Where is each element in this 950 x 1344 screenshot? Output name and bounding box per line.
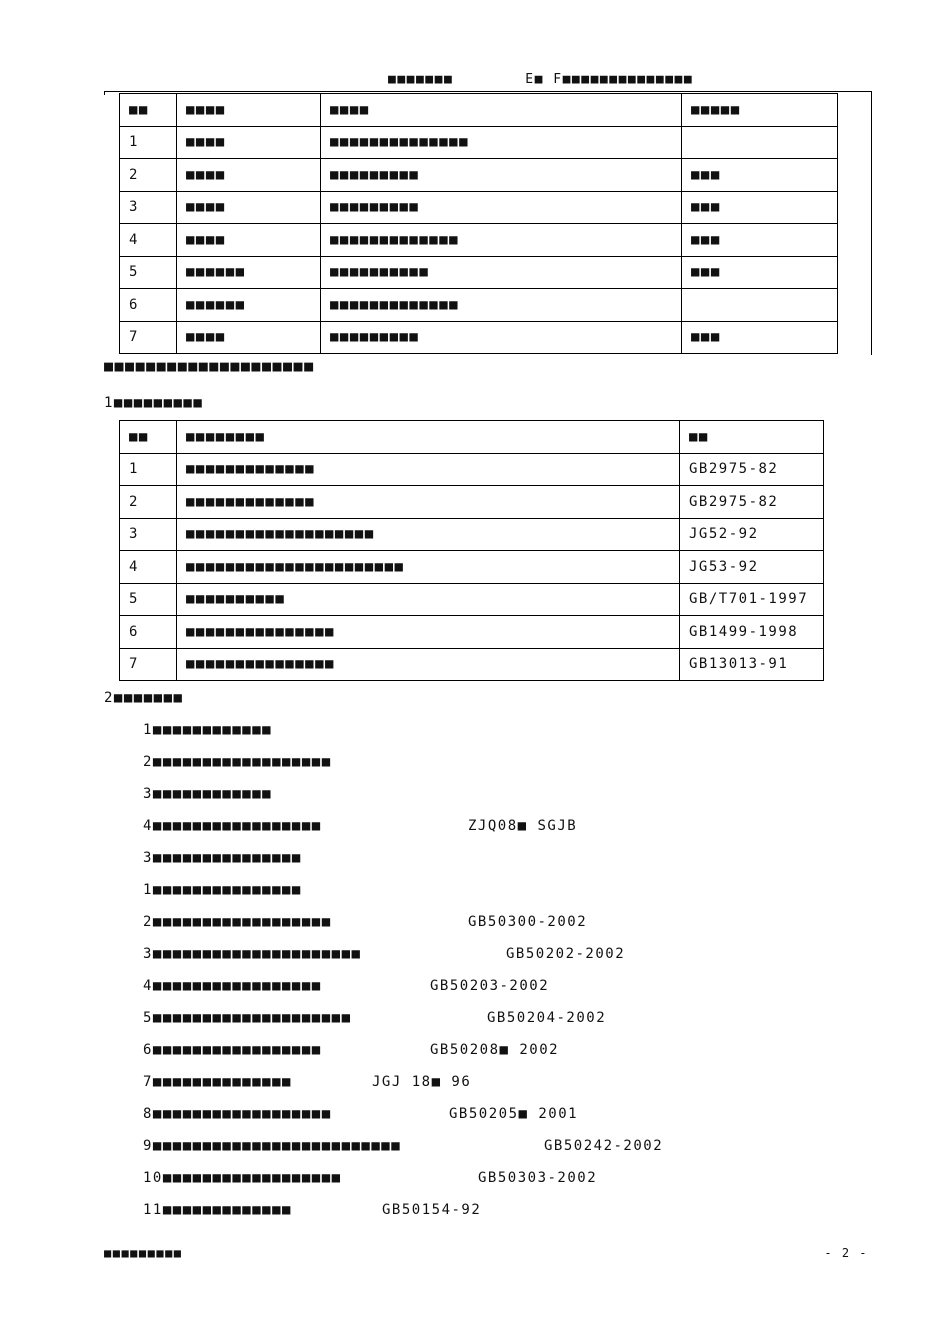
standards-table-cell: ■■■■■■■■■■■■■ <box>177 453 680 486</box>
reference-code: GB50242-2002 <box>544 1138 664 1154</box>
page-number: - 2 - <box>824 1246 868 1260</box>
staff-table-row <box>120 289 838 322</box>
staff-table-cell: ■■■ <box>682 224 838 257</box>
standards-table-cell: ■■ <box>680 421 824 454</box>
staff-table-cell <box>682 289 838 322</box>
reference-code: ZJQ08■ SGJB <box>468 818 578 834</box>
standards-table-cell: 4 <box>120 551 177 584</box>
standards-table-cell: 6 <box>120 616 177 649</box>
standards-table-cell: JG53-92 <box>680 551 824 584</box>
standards-table-cell: ■■■■■■■■■■■■■■■■■■■ <box>177 518 680 551</box>
standards-table-cell: ■■■■■■■■ <box>177 421 680 454</box>
standards-table-row <box>120 551 824 584</box>
staff-table-row <box>120 321 838 354</box>
staff-table-row <box>120 224 838 257</box>
standards-table-cell: 3 <box>120 518 177 551</box>
staff-table-row <box>120 159 838 192</box>
frame-left-line <box>104 91 105 95</box>
standards-table-cell: 7 <box>120 648 177 681</box>
standards-table-row <box>120 486 824 519</box>
staff-table-cell: ■■■■■■■■■ <box>321 159 682 192</box>
staff-table-cell: ■■■■■■ <box>177 256 321 289</box>
staff-table-cell: 4 <box>120 224 177 257</box>
staff-table-row <box>120 126 838 159</box>
staff-table-cell: ■■■■ <box>177 159 321 192</box>
standards-table-cell: ■■■■■■■■■■■■■ <box>177 486 680 519</box>
reference-item: 1■■■■■■■■■■■■ <box>143 722 273 738</box>
staff-table-cell: ■■■ <box>682 321 838 354</box>
standards-table-row <box>120 648 824 681</box>
header-rule <box>104 91 872 92</box>
standards-table-cell: ■■■■■■■■■■■■■■■ <box>177 648 680 681</box>
staff-table-cell: ■■■■■ <box>682 94 838 127</box>
reference-item: 3■■■■■■■■■■■■■■■■■■■■■ <box>143 946 362 962</box>
standards-table-cell: GB2975-82 <box>680 486 824 519</box>
reference-code: GB50203-2002 <box>430 978 550 994</box>
standards-table-cell: JG52-92 <box>680 518 824 551</box>
standards-table-cell: GB13013-91 <box>680 648 824 681</box>
staff-table-cell: 6 <box>120 289 177 322</box>
standards-table-cell: 1 <box>120 453 177 486</box>
reference-item: 3■■■■■■■■■■■■ <box>143 786 273 802</box>
reference-item: 10■■■■■■■■■■■■■■■■■■ <box>143 1170 342 1186</box>
staff-table-cell: ■■■ <box>682 256 838 289</box>
footer-left: ■■■■■■■■■ <box>104 1246 183 1260</box>
reference-item: 6■■■■■■■■■■■■■■■■■ <box>143 1042 322 1058</box>
staff-table-cell: ■■■■■■■■■ <box>321 191 682 224</box>
standards-table-row <box>120 453 824 486</box>
standards-table-cell: ■■■■■■■■■■■■■■■ <box>177 616 680 649</box>
reference-item: 4■■■■■■■■■■■■■■■■■ <box>143 818 322 834</box>
staff-table-cell: ■■■■■■■■■■■■■ <box>321 224 682 257</box>
reference-code: GB50303-2002 <box>478 1170 598 1186</box>
standards-table <box>119 420 824 681</box>
staff-table-cell: ■■ <box>120 94 177 127</box>
staff-table-cell: ■■■■ <box>177 224 321 257</box>
subsection-2-title: 2■■■■■■■ <box>104 690 184 706</box>
reference-code: JGJ 18■ 96 <box>372 1074 472 1090</box>
standards-table-row <box>120 583 824 616</box>
staff-table-cell: ■■■■■■■■■■ <box>321 256 682 289</box>
staff-table-cell: ■■■■ <box>177 191 321 224</box>
standards-table-row <box>120 616 824 649</box>
standards-table-cell: GB2975-82 <box>680 453 824 486</box>
reference-item: 2■■■■■■■■■■■■■■■■■■ <box>143 754 332 770</box>
reference-code: GB50204-2002 <box>487 1010 607 1026</box>
reference-item: 5■■■■■■■■■■■■■■■■■■■■ <box>143 1010 352 1026</box>
staff-table-cell: ■■■■ <box>321 94 682 127</box>
staff-table-cell: 7 <box>120 321 177 354</box>
standards-table-cell: GB1499-1998 <box>680 616 824 649</box>
reference-code: GB50154-92 <box>382 1202 482 1218</box>
staff-table-cell: ■■■ <box>682 159 838 192</box>
standards-table-cell: 5 <box>120 583 177 616</box>
staff-table-cell: ■■■■ <box>177 94 321 127</box>
staff-table-cell: ■■■ <box>682 191 838 224</box>
page-header <box>388 72 693 87</box>
standards-table-cell: ■■■■■■■■■■■■■■■■■■■■■■ <box>177 551 680 584</box>
staff-table-cell <box>682 126 838 159</box>
reference-item: 1■■■■■■■■■■■■■■■ <box>143 882 302 898</box>
header-left: ■■■■■■■ <box>388 72 454 87</box>
subsection-1-title: 1■■■■■■■■■ <box>104 395 204 411</box>
reference-code: GB50202-2002 <box>506 946 626 962</box>
staff-table-row <box>120 256 838 289</box>
reference-code: GB50205■ 2001 <box>449 1106 579 1122</box>
staff-table-cell: ■■■■■■■■■■■■■ <box>321 289 682 322</box>
reference-item: 4■■■■■■■■■■■■■■■■■ <box>143 978 322 994</box>
staff-table <box>119 93 838 354</box>
reference-code: GB50300-2002 <box>468 914 588 930</box>
staff-table-cell: ■■■■ <box>177 321 321 354</box>
standards-table-cell: ■■■■■■■■■■ <box>177 583 680 616</box>
standards-table-cell: 2 <box>120 486 177 519</box>
standards-table-cell: ■■ <box>120 421 177 454</box>
staff-table-cell: 3 <box>120 191 177 224</box>
standards-table-header-row <box>120 421 824 454</box>
staff-table-cell: 1 <box>120 126 177 159</box>
staff-table-cell: 5 <box>120 256 177 289</box>
reference-item: 7■■■■■■■■■■■■■■ <box>143 1074 292 1090</box>
staff-table-cell: ■■■■■■■■■ <box>321 321 682 354</box>
reference-item: 9■■■■■■■■■■■■■■■■■■■■■■■■■ <box>143 1138 402 1154</box>
frame-right-line <box>871 91 872 355</box>
staff-table-cell: 2 <box>120 159 177 192</box>
standards-table-cell: GB/T701-1997 <box>680 583 824 616</box>
reference-item: 2■■■■■■■■■■■■■■■■■■ <box>143 914 332 930</box>
reference-code: GB50208■ 2002 <box>430 1042 560 1058</box>
staff-table-row <box>120 191 838 224</box>
staff-table-cell: ■■■■ <box>177 126 321 159</box>
staff-table-cell: ■■■■■■ <box>177 289 321 322</box>
header-right: E■ F■■■■■■■■■■■■■■ <box>525 72 694 87</box>
staff-table-header-row <box>120 94 838 127</box>
reference-item: 11■■■■■■■■■■■■■ <box>143 1202 292 1218</box>
staff-table-cell: ■■■■■■■■■■■■■■ <box>321 126 682 159</box>
section-title: ■■■■■■■■■■■■■■■■■■■■ <box>104 357 315 375</box>
reference-item: 8■■■■■■■■■■■■■■■■■■ <box>143 1106 332 1122</box>
reference-item: 3■■■■■■■■■■■■■■■ <box>143 850 302 866</box>
standards-table-row <box>120 518 824 551</box>
